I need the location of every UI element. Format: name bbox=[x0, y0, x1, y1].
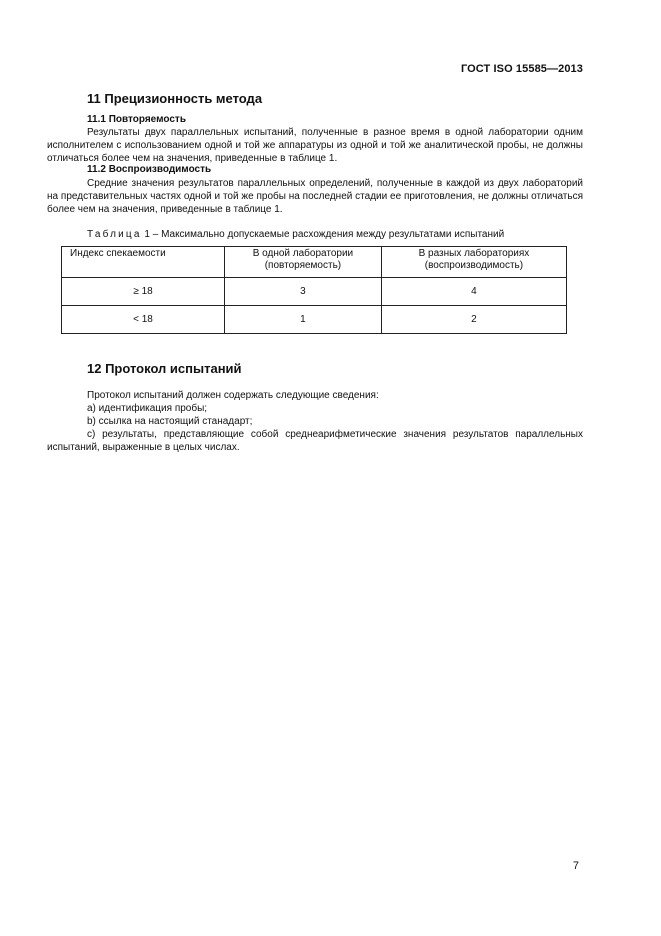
table-cell: 1 bbox=[225, 306, 382, 334]
subsection-11-2-title: 11.2 Воспроизводимость bbox=[87, 164, 212, 175]
page-number: 7 bbox=[572, 860, 579, 872]
table-1 bbox=[61, 246, 567, 334]
table-caption-label: Таблица bbox=[87, 229, 142, 240]
table-cell: 4 bbox=[381, 278, 566, 306]
subsection-11-1-text: Результаты двух параллельных испытаний, полученные в разное время в одной лаборатории одним исполнителем с использованием одной и той же аппаратуры из одной и той же аналитической пробы, не должны отличаться более чем на значения, приведенные в таблице 1. bbox=[47, 127, 583, 164]
table-row bbox=[62, 278, 567, 306]
table-cell: 2 bbox=[381, 306, 566, 334]
table-header-row bbox=[62, 247, 567, 278]
list-item: с) результаты, представляющие собой среднеарифметические значения результатов параллельных испытаний, выраженные в целых числах. bbox=[47, 429, 583, 453]
header-repeatability bbox=[225, 247, 382, 278]
header-index: Индекс спекаемости bbox=[62, 247, 225, 278]
standard-code: ГОСТ ISO 15585—2013 bbox=[460, 63, 583, 75]
table-cell: ≥ 18 bbox=[62, 278, 225, 306]
header-repeatability-text: В одной лаборатории (повторяемость) bbox=[252, 248, 354, 271]
subsection-11-2-text: Средние значения результатов параллельных определений, полученные в каждой из двух лабораторий на представительных частях одной и той же пробы на последней стадии ее приготовления, не должны отличаться более чем на значения, приведенные в таблице 1. bbox=[47, 178, 583, 215]
table-caption-text: 1 – Максимально допускаемые расхождения между результатами испытаний bbox=[141, 229, 505, 240]
list-item: b) ссылка на настоящий станадарт; bbox=[87, 416, 253, 427]
section-12-title: 12 Протокол испытаний bbox=[87, 361, 242, 376]
subsection-11-1-title: 11.1 Повторяемость bbox=[87, 114, 186, 125]
header-reproducibility-text: В разных лабораториях (воспроизводимость) bbox=[418, 248, 530, 271]
table-cell: 3 bbox=[225, 278, 382, 306]
section-12-intro: Протокол испытаний должен содержать следующие сведения: bbox=[87, 390, 379, 401]
table-1-caption bbox=[87, 229, 504, 240]
table-cell: < 18 bbox=[62, 306, 225, 334]
list-item: а) идентификация пробы; bbox=[87, 403, 208, 414]
header-reproducibility bbox=[381, 247, 566, 278]
section-11-title: 11 Прецизионность метода bbox=[87, 91, 263, 106]
table-row bbox=[62, 306, 567, 334]
